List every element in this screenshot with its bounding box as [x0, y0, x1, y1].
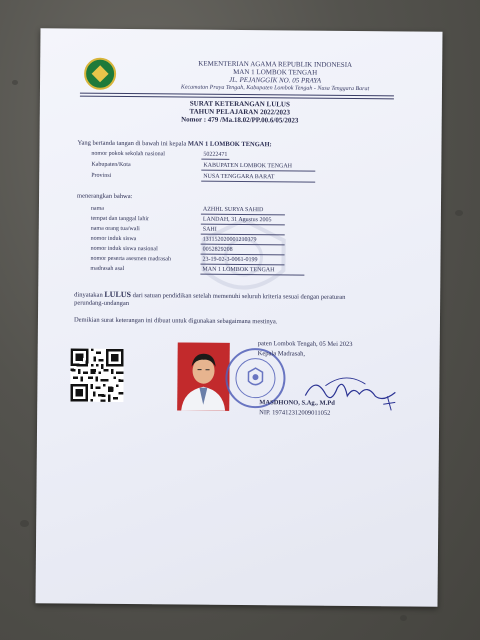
student-exam-number-label: nomor peserta asesmen madrasah: [90, 255, 172, 263]
student-nis-label: nomor induk siswa: [90, 235, 137, 243]
signature-place-date: paten Lombok Tengah, 05 Mei 2023: [257, 340, 353, 348]
school-npsn-label: nomor pokok sekolah nasional: [91, 150, 165, 158]
ground-speck: [400, 615, 407, 621]
ministry-logo-icon: [84, 58, 116, 90]
student-birth-label: tempat dan tanggal lahir: [90, 215, 150, 223]
intro-prefix: Yang bertanda tangan di bawah ini kepala: [77, 139, 187, 148]
result-suffix: dari satuan pendidikan setelah memenuhi seluruh kriteria sesuai dengan peraturan: [132, 292, 346, 301]
stamp-emblem-icon: [227, 350, 283, 406]
ground-speck: [20, 520, 29, 527]
qr-code-icon: [70, 349, 123, 402]
student-portrait-icon: [177, 342, 230, 410]
student-nisn-label: nomor induk siswa nasional: [90, 245, 158, 253]
header-region: Kecamatan Praya Tengah, Kabupaten Lombok Tengah - Nusa Tenggara Barat: [180, 84, 370, 93]
signatory-nip: NIP. 197412312009011052: [259, 409, 331, 417]
header-address: JL. PEJANGGIK NO. 05 PRAYA: [229, 75, 322, 85]
student-nis-value: 131152020001210379: [201, 236, 285, 246]
student-photo: [177, 342, 230, 410]
student-nisn-value: 0052829208: [201, 246, 285, 256]
student-parent-label: nama orang tua/wali: [90, 225, 140, 233]
document-title: SURAT KETERANGAN LULUS: [189, 99, 290, 109]
ground-speck: [455, 210, 463, 216]
student-birth-value: LANDAH, 31 Agustus 2005: [201, 216, 285, 226]
school-regency-value: KABUPATEN LOMBOK TENGAH: [201, 162, 315, 172]
ground-speck: [12, 80, 18, 85]
signatory-name: MASDHONO, S.Ag., M.Pd: [259, 399, 335, 407]
signature-role: Kepala Madrasah,: [257, 350, 306, 358]
header-school: MAN 1 LOMBOK TENGAH: [233, 67, 318, 77]
school-npsn-value: 50222471: [201, 151, 229, 160]
school-province-label: Provinsi: [91, 172, 112, 179]
certificate-paper: [35, 28, 442, 606]
intro-text: [77, 140, 271, 150]
result-status: LULUS: [104, 289, 132, 300]
student-school-label: madrasah asal: [90, 265, 125, 272]
result-line-2: perundang-undangan: [74, 299, 130, 308]
document-year: TAHUN PELAJARAN 2022/2023: [189, 107, 291, 117]
intro-school: MAN 1 LOMBOK TENGAH:: [187, 140, 272, 149]
student-school-value: MAN 1 LOMBOK TENGAH: [200, 266, 304, 276]
document-number: Nomor : 479 /Ma.18.02/PP.00.6/05/2023: [181, 115, 299, 125]
header-ministry: KEMENTERIAN AGAMA REPUBLIK INDONESIA: [198, 59, 353, 69]
menerangkan-text: menerangkan bahwa:: [77, 192, 133, 201]
student-name-label: nama: [90, 205, 104, 212]
result-prefix: dinyatakan: [74, 291, 103, 299]
closing-text: Demikian surat keterangan ini dibuat untuk digunakan sebagaimana mestinya.: [73, 316, 278, 326]
school-province-value: NUSA TENGGARA BARAT: [201, 173, 315, 183]
school-regency-label: Kabupaten/Kota: [91, 161, 131, 169]
student-name-value: AZHHL SURYA SAHID: [201, 206, 285, 216]
student-parent-value: SAHI: [201, 226, 285, 236]
student-exam-number-value: 23-19-02-3-0061-0199: [200, 256, 284, 266]
